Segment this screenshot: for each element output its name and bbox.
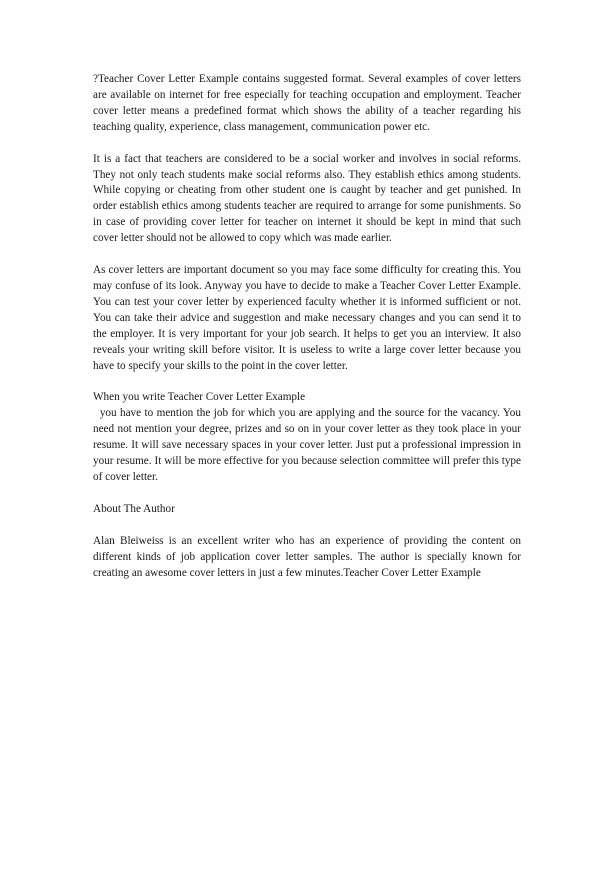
author-bio-paragraph: Alan Bleiweiss is an excellent writer who has an experience of providing the content on different kinds of job application cover letter samples. The author is specially known for creating an awesome cover letters in just a few minutes.Teacher Cover Letter Example [93, 534, 521, 579]
writing-tips-section [93, 390, 524, 485]
document-body [93, 72, 524, 597]
writing-tips-paragraph: you have to mention the job for which you are applying and the source for the vacancy. You need not mention your degree, prizes and so on in your cover letter as they took place in your resume. It will save necessary spaces in your cover letter. Just put a professional impression in your resume. It will be more effective for you because selection committee will prefer this type of cover letter. [93, 407, 524, 483]
importance-paragraph: As cover letters are important document so you may face some difficulty for creating this. You may confuse of its look. Anyway you have to decide to make a Teacher Cover Letter Example. You can test your cover letter by experienced faculty whether it is informed sufficient or not. You can take their advice and suggestion and make necessary changes and you can send it to the employer. It is very important for your job search. It helps to get you an interview. It also reveals your writing skill before visitor. It is useless to write a large cover letter because you have to specify your skills to the point in the cover letter. [93, 264, 521, 372]
intro-paragraph: ?Teacher Cover Letter Example contains suggested format. Several examples of cover letters are available on internet for free especially for teaching occupation and employment. Teacher cover letter means a predefined format which shows the ability of a teacher regarding his teaching quality, experience, class management, communication power etc. [93, 73, 521, 133]
ethics-paragraph: It is a fact that teachers are considered to be a social worker and involves in social reforms. They not only teach students make social reforms also. They establish ethics among students. While copying or cheating from other student one is caught by teacher and get punished. In order establish ethics among students teacher are required to arrange for some punishments. So in case of providing cover letter for teacher on internet it should be kept in mind that such cover letter should not be allowed to copy which was made earlier. [93, 152, 521, 245]
about-author-heading: About The Author [93, 502, 175, 515]
writing-tips-heading: When you write Teacher Cover Letter Example [93, 391, 306, 404]
